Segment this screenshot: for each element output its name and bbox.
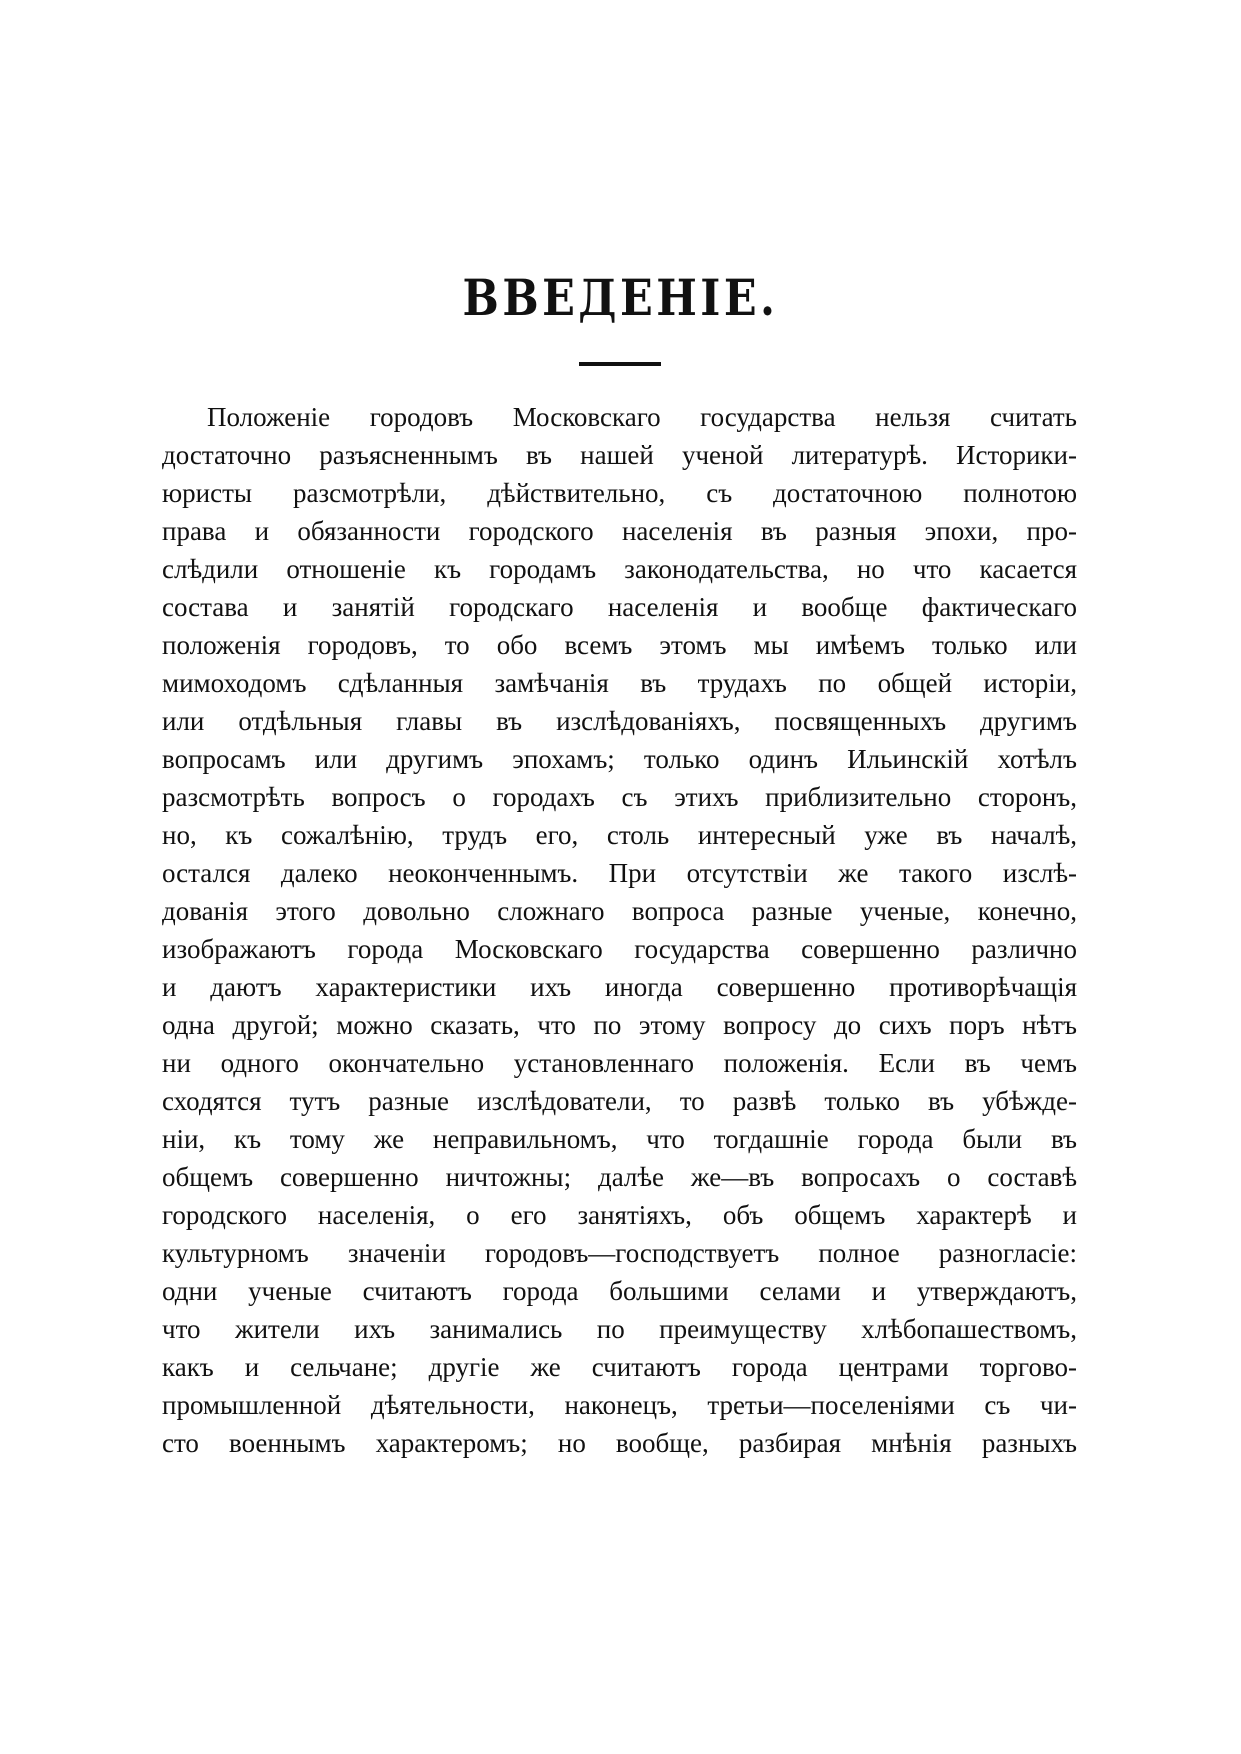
- text-line: вопросамъ или другимъ эпохамъ; только одинъ Ильинскій хотѣлъ: [162, 744, 1077, 774]
- text-line: сто военнымъ характеромъ; но вообще, разбирая мнѣнія разныхъ: [162, 1428, 1077, 1458]
- text-line: сходятся тутъ разные изслѣдователи, то развѣ только въ убѣжде-: [162, 1086, 1077, 1116]
- text-line: мимоходомъ сдѣланныя замѣчанія въ трудахъ по общей исторіи,: [162, 668, 1077, 698]
- text-line: но, къ сожалѣнію, трудъ его, столь интересный уже въ началѣ,: [162, 820, 1077, 850]
- text-line: одна другой; можно сказать, что по этому вопросу до сихъ поръ нѣтъ: [162, 1010, 1077, 1040]
- text-line: что жители ихъ занимались по преимуществу хлѣбопашествомъ,: [162, 1314, 1077, 1344]
- text-line: ни одного окончательно установленнаго положенія. Если въ чемъ: [162, 1048, 1077, 1078]
- text-line: достаточно разъясненнымъ въ нашей ученой литературѣ. Историки-: [162, 440, 1077, 470]
- text-line: промышленной дѣятельности, наконецъ, третьи—поселеніями съ чи-: [162, 1390, 1077, 1420]
- text-line: дованія этого довольно сложнаго вопроса разные ученые, конечно,: [162, 896, 1077, 926]
- page-title: ВВЕДЕНІЕ.: [462, 268, 779, 327]
- text-line: или отдѣльныя главы въ изслѣдованіяхъ, посвященныхъ другимъ: [162, 706, 1077, 736]
- text-line: разсмотрѣть вопросъ о городахъ съ этихъ приблизительно сторонъ,: [162, 782, 1077, 812]
- text-line: Положеніе городовъ Московскаго государства нельзя считать: [207, 402, 1077, 432]
- title-divider: [579, 362, 661, 366]
- text-line: ніи, къ тому же неправильномъ, что тогдашніе города были въ: [162, 1124, 1077, 1154]
- text-line: остался далеко неоконченнымъ. При отсутствіи же такого изслѣ-: [162, 858, 1077, 888]
- text-line: состава и занятій городскаго населенія и вообще фактическаго: [162, 592, 1077, 622]
- text-line: общемъ совершенно ничтожны; далѣе же—въ вопросахъ о составѣ: [162, 1162, 1077, 1192]
- text-line: культурномъ значеніи городовъ—господствуетъ полное разногласіе:: [162, 1238, 1077, 1268]
- text-line: положенія городовъ, то обо всемъ этомъ мы имѣемъ только или: [162, 630, 1077, 660]
- text-line: юристы разсмотрѣли, дѣйствительно, съ достаточною полнотою: [162, 478, 1077, 508]
- text-line: изображаютъ города Московскаго государства совершенно различно: [162, 934, 1077, 964]
- text-line: какъ и сельчане; другіе же считаютъ города центрами торгово-: [162, 1352, 1077, 1382]
- body-paragraph: [162, 398, 1077, 1462]
- text-line: и даютъ характеристики ихъ иногда совершенно противорѣчащія: [162, 972, 1077, 1002]
- text-line: одни ученые считаютъ города большими селами и утверждаютъ,: [162, 1276, 1077, 1306]
- text-line: права и обязанности городского населенія въ разныя эпохи, про-: [162, 516, 1077, 546]
- text-line: слѣдили отношеніе къ городамъ законодательства, но что касается: [162, 554, 1077, 584]
- text-line: городского населенія, о его занятіяхъ, объ общемъ характерѣ и: [162, 1200, 1077, 1230]
